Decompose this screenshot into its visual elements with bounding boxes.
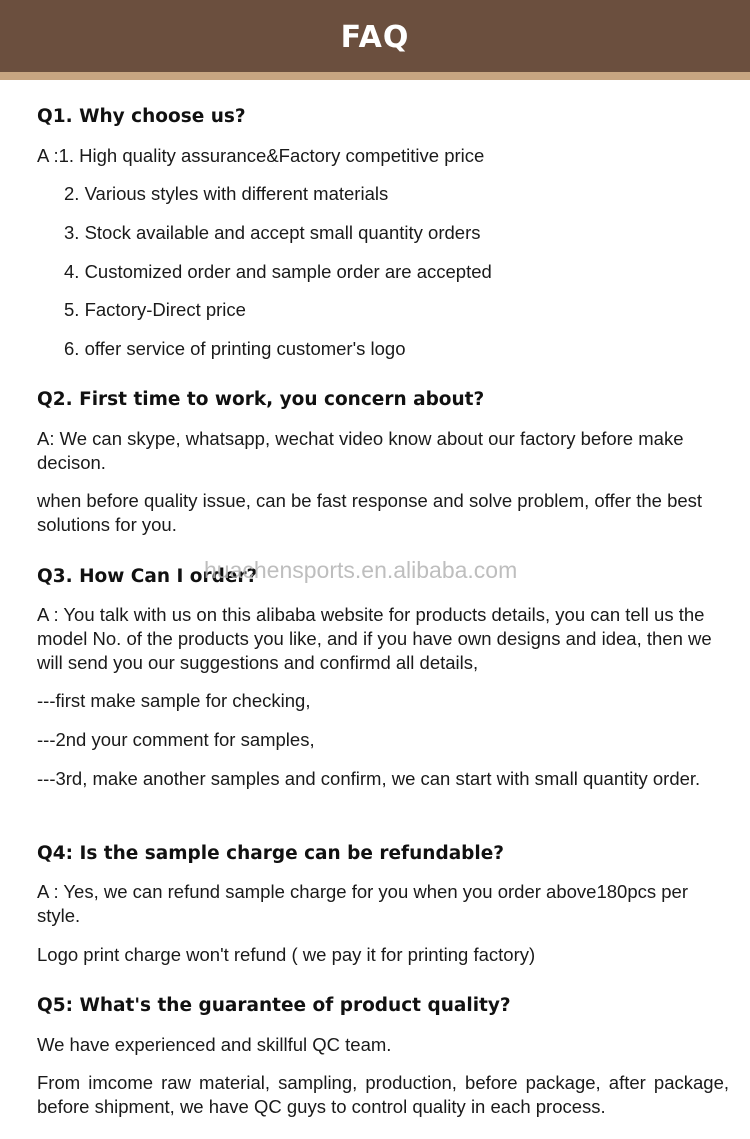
faq-question-4: Q4: Is the sample charge can be refundable? xyxy=(37,843,505,864)
faq-answer-3-step: ---3rd, make another samples and confirm, we can start with small quantity order. xyxy=(37,768,701,789)
faq-answer-1-item: 3. Stock available and accept small quantity orders xyxy=(64,222,481,243)
faq-question-2: Q2. First time to work, you concern about? xyxy=(37,389,485,410)
faq-question-5: Q5: What's the guarantee of product quality? xyxy=(37,995,511,1016)
faq-answer-1-item: 4. Customized order and sample order are accepted xyxy=(64,261,492,282)
faq-answer-5-paragraph: From imcome raw material, sampling, production, before package, after package, before shipment, we have QC guys to control quality in each process. xyxy=(37,1072,729,1117)
faq-answer-4-paragraph: Logo print charge won't refund ( we pay it for printing factory) xyxy=(37,944,536,965)
watermark: huachensports.en.alibaba.com xyxy=(204,557,518,583)
faq-answer-1-item: 5. Factory-Direct price xyxy=(64,299,246,320)
faq-answer-3-paragraph: A : You talk with us on this alibaba website for products details, you can tell us the model No. of the products you like, and if you have own designs and idea, then we will send you our suggestions and confirmd all details, xyxy=(37,604,712,673)
faq-answer-1-intro: A :1. High quality assurance&Factory competitive price xyxy=(37,145,485,166)
faq-answer-3-step: ---2nd your comment for samples, xyxy=(37,729,315,750)
page-title: FAQ xyxy=(340,20,410,55)
faq-answer-1-item: 6. offer service of printing customer's logo xyxy=(64,338,406,359)
faq-question-1: Q1. Why choose us? xyxy=(37,106,246,127)
faq-answer-2-paragraph: A: We can skype, whatsapp, wechat video know about our factory before make decison. xyxy=(37,428,684,473)
faq-question-3: Q3. How Can I order? xyxy=(37,566,258,587)
faq-answer-5-paragraph: We have experienced and skillful QC team. xyxy=(37,1034,392,1055)
faq-answer-4-paragraph: A : Yes, we can refund sample charge for you when you order above180pcs per style. xyxy=(37,881,688,926)
faq-answer-3-step: ---first make sample for checking, xyxy=(37,690,311,711)
faq-answer-1-item: 2. Various styles with different materials xyxy=(64,183,389,204)
faq-answer-2-paragraph: when before quality issue, can be fast response and solve problem, offer the best solutions for you. xyxy=(37,490,703,535)
